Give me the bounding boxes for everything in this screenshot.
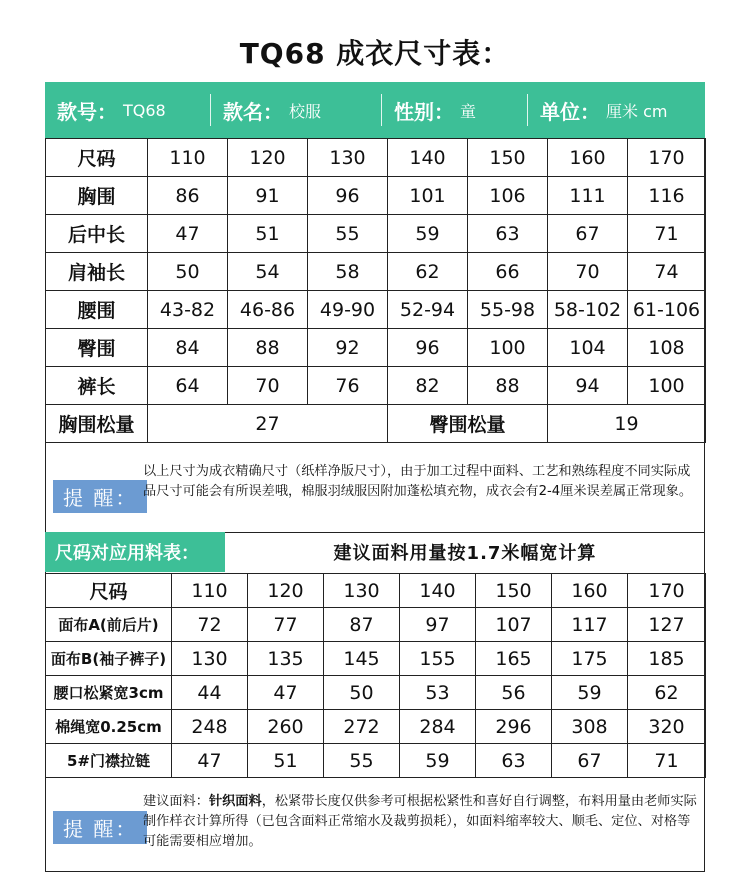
- table-cell: 49-90: [308, 291, 388, 329]
- table-cell: 55-98: [468, 291, 548, 329]
- table-cell: 44: [172, 676, 248, 710]
- row-label: 5#门襟拉链: [46, 744, 172, 778]
- table-cell: 296: [476, 710, 552, 744]
- table-cell: 71: [628, 744, 706, 778]
- row-label: 棉绳宽0.25cm: [46, 710, 172, 744]
- table-cell: 64: [148, 367, 228, 405]
- hip-ease-value: 19: [548, 405, 706, 443]
- table-cell: 107: [476, 608, 552, 642]
- table-cell: 70: [548, 253, 628, 291]
- table-cell: 53: [400, 676, 476, 710]
- table-row: [46, 642, 706, 676]
- table-row: [46, 608, 706, 642]
- table-cell: 127: [628, 608, 706, 642]
- table-cell: 145: [324, 642, 400, 676]
- table-cell: 47: [248, 676, 324, 710]
- table-row: [46, 574, 706, 608]
- row-label: 腰围: [46, 291, 148, 329]
- table-cell: 140: [388, 139, 468, 177]
- table-cell: 72: [172, 608, 248, 642]
- table-row: [46, 367, 706, 405]
- table-cell: 120: [248, 574, 324, 608]
- table-cell: 84: [148, 329, 228, 367]
- table-cell: 110: [172, 574, 248, 608]
- gender-value: 童: [460, 101, 477, 121]
- table-cell: 62: [388, 253, 468, 291]
- table-cell: 55: [324, 744, 400, 778]
- fabric-section-title: 尺码对应用料表：: [45, 532, 225, 572]
- name-label: 款名：: [223, 99, 283, 124]
- row-label: 肩袖长: [46, 253, 148, 291]
- table-cell: 88: [468, 367, 548, 405]
- table-cell: 59: [400, 744, 476, 778]
- table-cell: 86: [148, 177, 228, 215]
- table-cell: 88: [228, 329, 308, 367]
- chest-ease-label: 胸围松量: [46, 405, 148, 443]
- size-table-body: [46, 139, 706, 405]
- table-row: [46, 139, 706, 177]
- table-cell: 135: [248, 642, 324, 676]
- table-cell: 94: [548, 367, 628, 405]
- table-cell: 110: [148, 139, 228, 177]
- table-cell: 56: [476, 676, 552, 710]
- table-cell: 77: [248, 608, 324, 642]
- row-label: 裤长: [46, 367, 148, 405]
- gender-label: 性别：: [394, 99, 454, 124]
- table-cell: 160: [552, 574, 628, 608]
- table-cell: 91: [228, 177, 308, 215]
- table-cell: 51: [248, 744, 324, 778]
- table-cell: 67: [552, 744, 628, 778]
- table-cell: 108: [628, 329, 706, 367]
- table-cell: 59: [388, 215, 468, 253]
- table-cell: 71: [628, 215, 706, 253]
- table-cell: 87: [324, 608, 400, 642]
- table-cell: 58: [308, 253, 388, 291]
- table-cell: 248: [172, 710, 248, 744]
- table-cell: 130: [324, 574, 400, 608]
- table-cell: 320: [628, 710, 706, 744]
- page-title: TQ68 成衣尺寸表：: [239, 37, 511, 70]
- table-cell: 150: [476, 574, 552, 608]
- table-row: [46, 710, 706, 744]
- table-cell: 43-82: [148, 291, 228, 329]
- table-cell: 63: [468, 215, 548, 253]
- hip-ease-label: 臀围松量: [388, 405, 548, 443]
- table-cell: 117: [552, 608, 628, 642]
- table-cell: 59: [552, 676, 628, 710]
- table-cell: 155: [400, 642, 476, 676]
- table-cell: 96: [388, 329, 468, 367]
- table-cell: 111: [548, 177, 628, 215]
- notice-badge: 提 醒：: [53, 811, 147, 844]
- fabric-section-subtitle: 建议面料用量按1.7米幅宽计算: [333, 543, 597, 564]
- style-no-label: 款号：: [57, 99, 117, 124]
- table-cell: 97: [400, 608, 476, 642]
- table-cell: 58-102: [548, 291, 628, 329]
- chest-ease-value: 27: [148, 405, 388, 443]
- notice-rest: ，松紧带长度仅供参考可根据松紧性和喜好自行调整，布料用量由老师实际制作样衣计算所得（已包含面料正常缩水及裁剪损耗），如面料缩率较大、顺毛、定位、对格等可能需要相应增加。: [143, 794, 697, 849]
- table-cell: 52-94: [388, 291, 468, 329]
- table-cell: 63: [476, 744, 552, 778]
- table-cell: 130: [172, 642, 248, 676]
- notice-box-2: [45, 777, 705, 872]
- table-cell: 106: [468, 177, 548, 215]
- table-cell: 46-86: [228, 291, 308, 329]
- table-cell: 92: [308, 329, 388, 367]
- table-cell: 120: [228, 139, 308, 177]
- unit-cell: [528, 82, 703, 138]
- table-cell: 175: [552, 642, 628, 676]
- table-cell: 272: [324, 710, 400, 744]
- table-cell: 61-106: [628, 291, 706, 329]
- table-cell: 160: [548, 139, 628, 177]
- fabric-table-body: [46, 574, 706, 778]
- table-cell: 50: [324, 676, 400, 710]
- style-no-value: TQ68: [123, 100, 166, 120]
- notice-text: [143, 792, 698, 852]
- table-cell: 284: [400, 710, 476, 744]
- style-no-cell: [45, 82, 210, 138]
- name-value: 校服: [289, 101, 322, 121]
- table-cell: 74: [628, 253, 706, 291]
- table-cell: 260: [248, 710, 324, 744]
- notice-box-1: [45, 442, 705, 532]
- table-cell: 101: [388, 177, 468, 215]
- table-cell: 308: [552, 710, 628, 744]
- row-label: 胸围: [46, 177, 148, 215]
- table-cell: 54: [228, 253, 308, 291]
- table-row: [46, 676, 706, 710]
- row-label: 腰口松紧宽3cm: [46, 676, 172, 710]
- notice-badge: 提 醒：: [53, 480, 147, 513]
- table-cell: 140: [400, 574, 476, 608]
- ease-row: [46, 405, 706, 443]
- table-cell: 51: [228, 215, 308, 253]
- table-cell: 150: [468, 139, 548, 177]
- table-cell: 66: [468, 253, 548, 291]
- unit-value: 厘米 cm: [606, 101, 668, 121]
- row-label: 后中长: [46, 215, 148, 253]
- table-row: [46, 329, 706, 367]
- table-row: [46, 744, 706, 778]
- table-cell: 104: [548, 329, 628, 367]
- table-cell: 50: [148, 253, 228, 291]
- row-label: 面布A(前后片): [46, 608, 172, 642]
- unit-label: 单位：: [540, 99, 600, 124]
- table-cell: 185: [628, 642, 706, 676]
- gender-cell: [382, 82, 527, 138]
- fabric-section-header: [45, 532, 705, 572]
- table-cell: 76: [308, 367, 388, 405]
- notice-bold: 针织面料: [208, 794, 262, 809]
- row-label: 尺码: [46, 574, 172, 608]
- table-cell: 170: [628, 574, 706, 608]
- table-row: [46, 177, 706, 215]
- row-label: 臀围: [46, 329, 148, 367]
- table-cell: 100: [628, 367, 706, 405]
- table-cell: 47: [148, 215, 228, 253]
- table-row: [46, 215, 706, 253]
- table-cell: 96: [308, 177, 388, 215]
- fabric-table: [45, 573, 706, 778]
- row-label: 尺码: [46, 139, 148, 177]
- row-label: 面布B(袖子裤子): [46, 642, 172, 676]
- table-cell: 100: [468, 329, 548, 367]
- table-cell: 82: [388, 367, 468, 405]
- table-cell: 67: [548, 215, 628, 253]
- table-cell: 47: [172, 744, 248, 778]
- table-cell: 165: [476, 642, 552, 676]
- notice-prefix: 建议面料：: [143, 794, 209, 809]
- info-header-bar: [45, 82, 705, 138]
- size-table: [45, 138, 706, 443]
- table-row: [46, 291, 706, 329]
- table-row: [46, 253, 706, 291]
- name-cell: [211, 82, 381, 138]
- notice-text: 以上尺寸为成衣精确尺寸（纸样净版尺寸），由于加工过程中面料、工艺和熟练程度不同实际成品尺寸可能会有所误差哦，棉服羽绒服因附加蓬松填充物，成衣会有2-4厘米误差属正常现象。: [143, 464, 693, 499]
- table-cell: 130: [308, 139, 388, 177]
- table-cell: 62: [628, 676, 706, 710]
- table-cell: 55: [308, 215, 388, 253]
- table-cell: 116: [628, 177, 706, 215]
- table-cell: 70: [228, 367, 308, 405]
- table-cell: 170: [628, 139, 706, 177]
